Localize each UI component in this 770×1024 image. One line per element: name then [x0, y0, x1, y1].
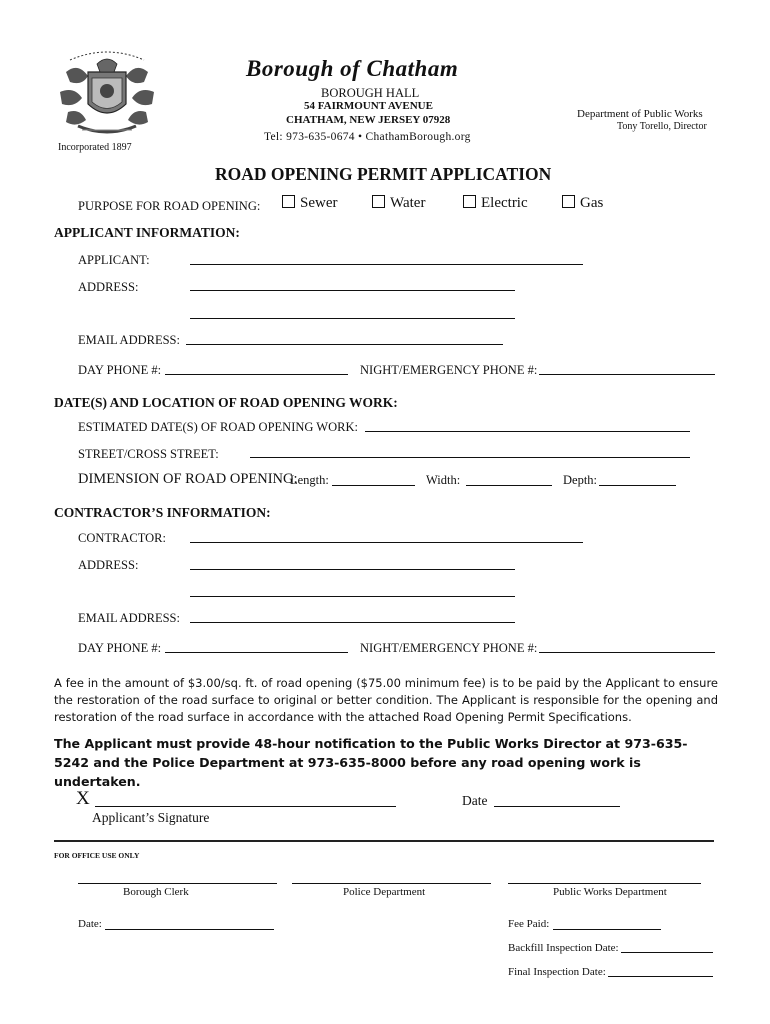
borough-seal	[48, 42, 166, 142]
public-works-signature-field[interactable]	[508, 883, 701, 884]
fee-paragraph: A fee in the amount of $3.00/sq. ft. of road opening ($75.00 minimum fee) is to be paid by the Applicant to ensure the restoration of the road surface to original or better condition. The Applicant is responsible for the opening and restoration of the road surface in accordance with the attached Road Opening Permit Specifications.	[54, 676, 718, 724]
director-name: Tony Torello, Director	[617, 121, 707, 132]
backfill-inspection-field[interactable]	[621, 952, 713, 953]
borough-hall: BOROUGH HALL	[321, 86, 420, 100]
signature-label: Applicant’s Signature	[92, 810, 210, 825]
purpose-label: PURPOSE FOR ROAD OPENING:	[78, 199, 261, 213]
depth-field[interactable]	[599, 485, 676, 486]
work-dates-label: ESTIMATED DATE(S) OF ROAD OPENING WORK:	[78, 420, 358, 434]
contractor-night-phone-label: NIGHT/EMERGENCY PHONE #:	[360, 641, 538, 655]
police-signature-field[interactable]	[292, 883, 491, 884]
applicant-address-field-2[interactable]	[190, 318, 515, 319]
signature-date-field[interactable]	[494, 806, 620, 807]
applicant-name-field[interactable]	[190, 264, 583, 265]
notice-paragraph: The Applicant must provide 48-hour notification to the Public Works Director at 973-635-5242 and the Police Department at 973-635-8000 before any road opening work is undertaken.	[54, 736, 688, 789]
applicant-night-phone-field[interactable]	[539, 374, 715, 375]
purpose-option-electric[interactable]	[463, 195, 528, 212]
work-heading: DATE(S) AND LOCATION OF ROAD OPENING WORK:	[54, 395, 398, 410]
option-label-gas: Gas	[580, 195, 604, 211]
office-date-field[interactable]	[105, 929, 274, 930]
office-date-label: Date:	[78, 918, 102, 930]
applicant-address-label: ADDRESS:	[78, 280, 139, 294]
contractor-day-phone-field[interactable]	[165, 652, 348, 653]
applicant-email-label: EMAIL ADDRESS:	[78, 333, 180, 347]
page-title: ROAD OPENING PERMIT APPLICATION	[215, 164, 552, 184]
backfill-inspection-label: Backfill Inspection Date:	[508, 942, 619, 954]
clerk-label: Borough Clerk	[123, 886, 189, 898]
length-label: Length:	[290, 473, 329, 487]
option-label-sewer: Sewer	[300, 195, 338, 211]
contractor-address-field-2[interactable]	[190, 596, 515, 597]
purpose-option-sewer[interactable]	[282, 195, 338, 212]
option-label-water: Water	[390, 195, 426, 211]
contractor-name-field[interactable]	[190, 542, 583, 543]
checkbox-gas[interactable]	[562, 195, 575, 208]
work-dates-field[interactable]	[365, 431, 690, 432]
fee-paid-label: Fee Paid:	[508, 918, 550, 930]
street-cross-field[interactable]	[250, 457, 690, 458]
incorporated-text: Incorporated 1897	[58, 142, 132, 153]
office-use-heading: FOR OFFICE USE ONLY	[54, 851, 140, 860]
option-label-electric: Electric	[481, 195, 528, 211]
final-inspection-label: Final Inspection Date:	[508, 966, 606, 978]
fee-paid-field[interactable]	[553, 929, 661, 930]
contractor-label: CONTRACTOR:	[78, 531, 166, 545]
contractor-day-phone-label: DAY PHONE #:	[78, 641, 162, 655]
police-label: Police Department	[343, 886, 426, 898]
applicant-day-phone-label: DAY PHONE #:	[78, 363, 162, 377]
checkbox-sewer[interactable]	[282, 195, 295, 208]
city-address: CHATHAM, NEW JERSEY 07928	[286, 114, 451, 126]
applicant-address-field-1[interactable]	[190, 290, 515, 291]
contractor-night-phone-field[interactable]	[539, 652, 715, 653]
public-works-label: Public Works Department	[553, 886, 667, 898]
checkbox-water[interactable]	[372, 195, 385, 208]
width-label: Width:	[426, 473, 461, 487]
clerk-signature-field[interactable]	[78, 883, 277, 884]
signature-x-mark: X	[76, 788, 90, 809]
applicant-heading: APPLICANT INFORMATION:	[54, 225, 240, 240]
contractor-email-label: EMAIL ADDRESS:	[78, 611, 180, 625]
signature-field[interactable]	[95, 806, 396, 807]
department-name: Department of Public Works	[577, 108, 703, 120]
applicant-day-phone-field[interactable]	[165, 374, 348, 375]
purpose-option-water[interactable]	[372, 195, 425, 212]
applicant-email-field[interactable]	[186, 344, 503, 345]
contractor-email-field[interactable]	[190, 622, 515, 623]
contractor-heading: CONTRACTOR’S INFORMATION:	[54, 505, 271, 520]
applicant-night-phone-label: NIGHT/EMERGENCY PHONE #:	[360, 363, 538, 377]
borough-name: Borough of Chatham	[246, 56, 459, 81]
purpose-option-gas[interactable]	[562, 195, 603, 212]
street-address: 54 FAIRMOUNT AVENUE	[304, 100, 433, 112]
applicant-label: APPLICANT:	[78, 253, 150, 267]
contractor-address-label: ADDRESS:	[78, 558, 139, 572]
depth-label: Depth:	[563, 473, 598, 487]
dimension-label: DIMENSION OF ROAD OPENING:	[78, 471, 298, 487]
contact-line: Tel: 973-635-0674 • ChathamBorough.org	[264, 131, 471, 143]
width-field[interactable]	[466, 485, 552, 486]
office-divider	[54, 840, 714, 842]
signature-date-label: Date	[462, 793, 488, 808]
contractor-address-field-1[interactable]	[190, 569, 515, 570]
checkbox-electric[interactable]	[463, 195, 476, 208]
length-field[interactable]	[332, 485, 415, 486]
street-cross-label: STREET/CROSS STREET:	[78, 447, 219, 461]
final-inspection-field[interactable]	[608, 976, 713, 977]
